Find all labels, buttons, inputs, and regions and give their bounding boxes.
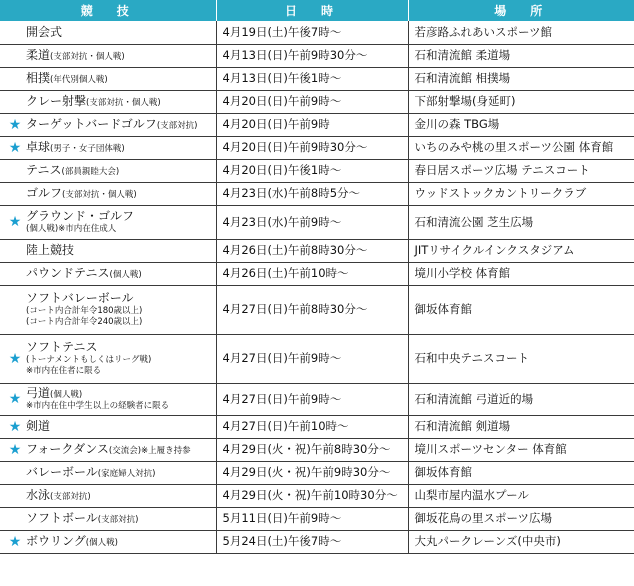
table-row [0,484,634,507]
sport-sub-label: (男子・女子団体戦) [50,144,125,154]
venue-cell: ウッドストックカントリークラブ [408,182,634,205]
sport-name: クレー射撃 [26,94,87,108]
sport-sub-label: (個人戦) [50,390,83,401]
header-sport: 競 技 [0,0,216,21]
sport-cell [0,484,216,507]
table-row [0,239,634,262]
datetime-cell: 4月20日(日)午後1時～ [216,159,408,182]
sport-sub-label: (支部対抗) [156,121,198,131]
sport-name: 相撲 [26,71,51,85]
sport-sub-label: (個人戦) [109,270,142,280]
table-row [0,461,634,484]
table-row [0,262,634,285]
venue-cell: 山梨市屋内温水プール [408,484,634,507]
venue-cell: 若彦路ふれあいスポーツ館 [408,21,634,44]
sport-name: ターゲットバードゴルフ [26,117,157,131]
sport-cell [0,182,216,205]
venue-cell: 石和中央テニスコート [408,334,634,383]
header-venue: 場 所 [408,0,634,21]
venue-cell: 下部射撃場(身延町) [408,90,634,113]
sport-note: (コート内合計年令240歳以上) [26,317,143,327]
venue-cell: 石和清流公園 芝生広場 [408,205,634,239]
sport-cell [0,159,216,182]
table-row [0,334,634,383]
star-icon [4,512,26,526]
sport-note: (コート内合計年令180歳以上) [26,306,143,317]
datetime-cell: 4月20日(日)午前9時～ [216,90,408,113]
datetime-cell: 4月26日(土)午前8時30分～ [216,239,408,262]
table-row [0,383,634,415]
table-row [0,136,634,159]
table-header [0,0,634,21]
star-icon: ★ [8,116,22,133]
star-icon: ★ [8,391,22,407]
table-row [0,205,634,239]
star-icon: ★ [8,533,22,550]
star-icon: ★ [8,441,22,458]
datetime-cell: 4月27日(日)午前9時～ [216,383,408,415]
venue-cell: JITリサイクルインクスタジアム [408,239,634,262]
sport-sub-label: (年代別個人戦) [50,75,108,85]
sport-note: (トーナメントもしくはリーグ戦) [26,355,152,366]
sport-name: 柔道 [26,48,51,62]
datetime-cell: 5月11日(日)午前9時～ [216,507,408,530]
table-row [0,530,634,553]
sport-cell [0,438,216,461]
star-icon: ★ [8,214,22,230]
venue-cell: 大丸パークレーンズ(中央市) [408,530,634,553]
sport-sub-label: (部員親睦大会) [61,167,120,177]
star-icon [4,164,26,178]
star-icon [4,303,26,317]
sport-sub-label: (支部対抗) [50,492,91,502]
datetime-cell: 4月23日(水)午前8時5分～ [216,182,408,205]
header-datetime: 日 時 [216,0,408,21]
sport-cell [0,44,216,67]
table-row [0,285,634,334]
sport-cell [0,262,216,285]
venue-cell: 春日居スポーツ広場 テニスコート [408,159,634,182]
table-row [0,44,634,67]
sport-name: ゴルフ [26,186,63,200]
sport-sub-label: (交流会)※上履き持参 [108,446,191,456]
venue-cell: 石和清流館 柔道場 [408,44,634,67]
datetime-cell: 4月29日(火・祝)午前9時30分～ [216,461,408,484]
sport-cell [0,530,216,553]
sport-sub-label: (個人戦) [85,538,118,548]
star-icon [4,267,26,281]
datetime-cell: 4月27日(日)午前10時～ [216,415,408,438]
sport-name: パウンドテニス [26,266,110,280]
table-row [0,415,634,438]
datetime-cell: 4月23日(水)午前9時～ [216,205,408,239]
sport-name: 開会式 [26,24,63,39]
table-row [0,438,634,461]
sport-name: ボウリング [26,534,86,548]
star-icon [4,187,26,201]
star-icon [4,489,26,503]
datetime-cell: 4月20日(日)午前9時 [216,113,408,136]
sport-note: (個人戦)※市内在住成人 [26,224,117,235]
sport-sub-label: (支部対抗・個人戦) [86,98,161,108]
venue-cell: 石和清流館 剣道場 [408,415,634,438]
sport-sub-label: (支部対抗・個人戦) [62,190,137,200]
sport-cell [0,239,216,262]
sport-name: 陸上競技 [26,243,75,257]
datetime-cell: 4月29日(火・祝)午前8時30分～ [216,438,408,461]
venue-cell: 金川の森 TBG場 [408,113,634,136]
table-row [0,507,634,530]
sport-cell [0,90,216,113]
sport-name: 弓道 [26,386,51,401]
table-row [0,21,634,44]
sport-name: バレーボール [26,465,98,479]
datetime-cell: 4月27日(日)午前9時～ [216,334,408,383]
datetime-cell: 4月26日(土)午前10時～ [216,262,408,285]
sport-cell [0,507,216,530]
venue-cell: 御坂体育館 [408,461,634,484]
venue-cell: 石和清流館 弓道近的場 [408,383,634,415]
table-row [0,182,634,205]
datetime-cell: 4月29日(火・祝)午前10時30分～ [216,484,408,507]
table-row [0,67,634,90]
datetime-cell: 4月13日(日)午後1時～ [216,67,408,90]
sport-name: フォークダンス [26,442,109,456]
star-icon: ★ [8,418,22,435]
star-icon [4,244,26,258]
sport-sub-label: (家庭婦人対抗) [97,469,156,479]
sport-cell [0,21,216,44]
sport-name: ソフトバレーボール [26,291,134,306]
star-icon: ★ [8,139,22,156]
sport-note: ※市内在住者に限る [26,366,102,376]
sport-cell [0,205,216,239]
sport-cell [0,383,216,415]
star-icon [4,49,26,63]
sport-cell [0,67,216,90]
datetime-cell: 4月27日(日)午前8時30分～ [216,285,408,334]
datetime-cell: 4月20日(日)午前9時30分～ [216,136,408,159]
sport-cell [0,334,216,383]
sport-name: 卓球 [26,140,51,154]
sport-name: グラウンド・ゴルフ [26,209,135,224]
datetime-cell: 5月24日(土)午後7時～ [216,530,408,553]
star-icon [4,72,26,86]
sport-note: ※市内在住中学生以上の経験者に限る [26,401,170,412]
sport-cell [0,415,216,438]
sport-cell [0,461,216,484]
venue-cell: 石和清流館 相撲場 [408,67,634,90]
venue-cell: 御坂花鳥の里スポーツ広場 [408,507,634,530]
table-row [0,159,634,182]
sport-sub-label: (支部対抗) [97,515,139,525]
sport-name: 水泳 [26,488,51,502]
datetime-cell: 4月13日(日)午前9時30分～ [216,44,408,67]
sport-name: テニス [26,163,62,177]
venue-cell: いちのみや桃の里スポーツ公園 体育館 [408,136,634,159]
star-icon [4,95,26,109]
sport-cell [0,113,216,136]
venue-cell: 境川小学校 体育館 [408,262,634,285]
sport-name: ソフトボール [26,511,98,525]
sport-cell [0,285,216,334]
venue-cell: 御坂体育館 [408,285,634,334]
datetime-cell: 4月19日(土)午後7時～ [216,21,408,44]
sport-cell [0,136,216,159]
venue-cell: 境川スポーツセンター 体育館 [408,438,634,461]
star-icon: ★ [8,350,22,367]
sport-name: ソフトテニス [26,340,98,355]
sport-sub-label: (支部対抗・個人戦) [50,52,125,62]
table-row [0,90,634,113]
sport-name: 剣道 [26,419,51,433]
table-row [0,113,634,136]
star-icon [4,466,26,480]
star-icon [4,25,26,39]
